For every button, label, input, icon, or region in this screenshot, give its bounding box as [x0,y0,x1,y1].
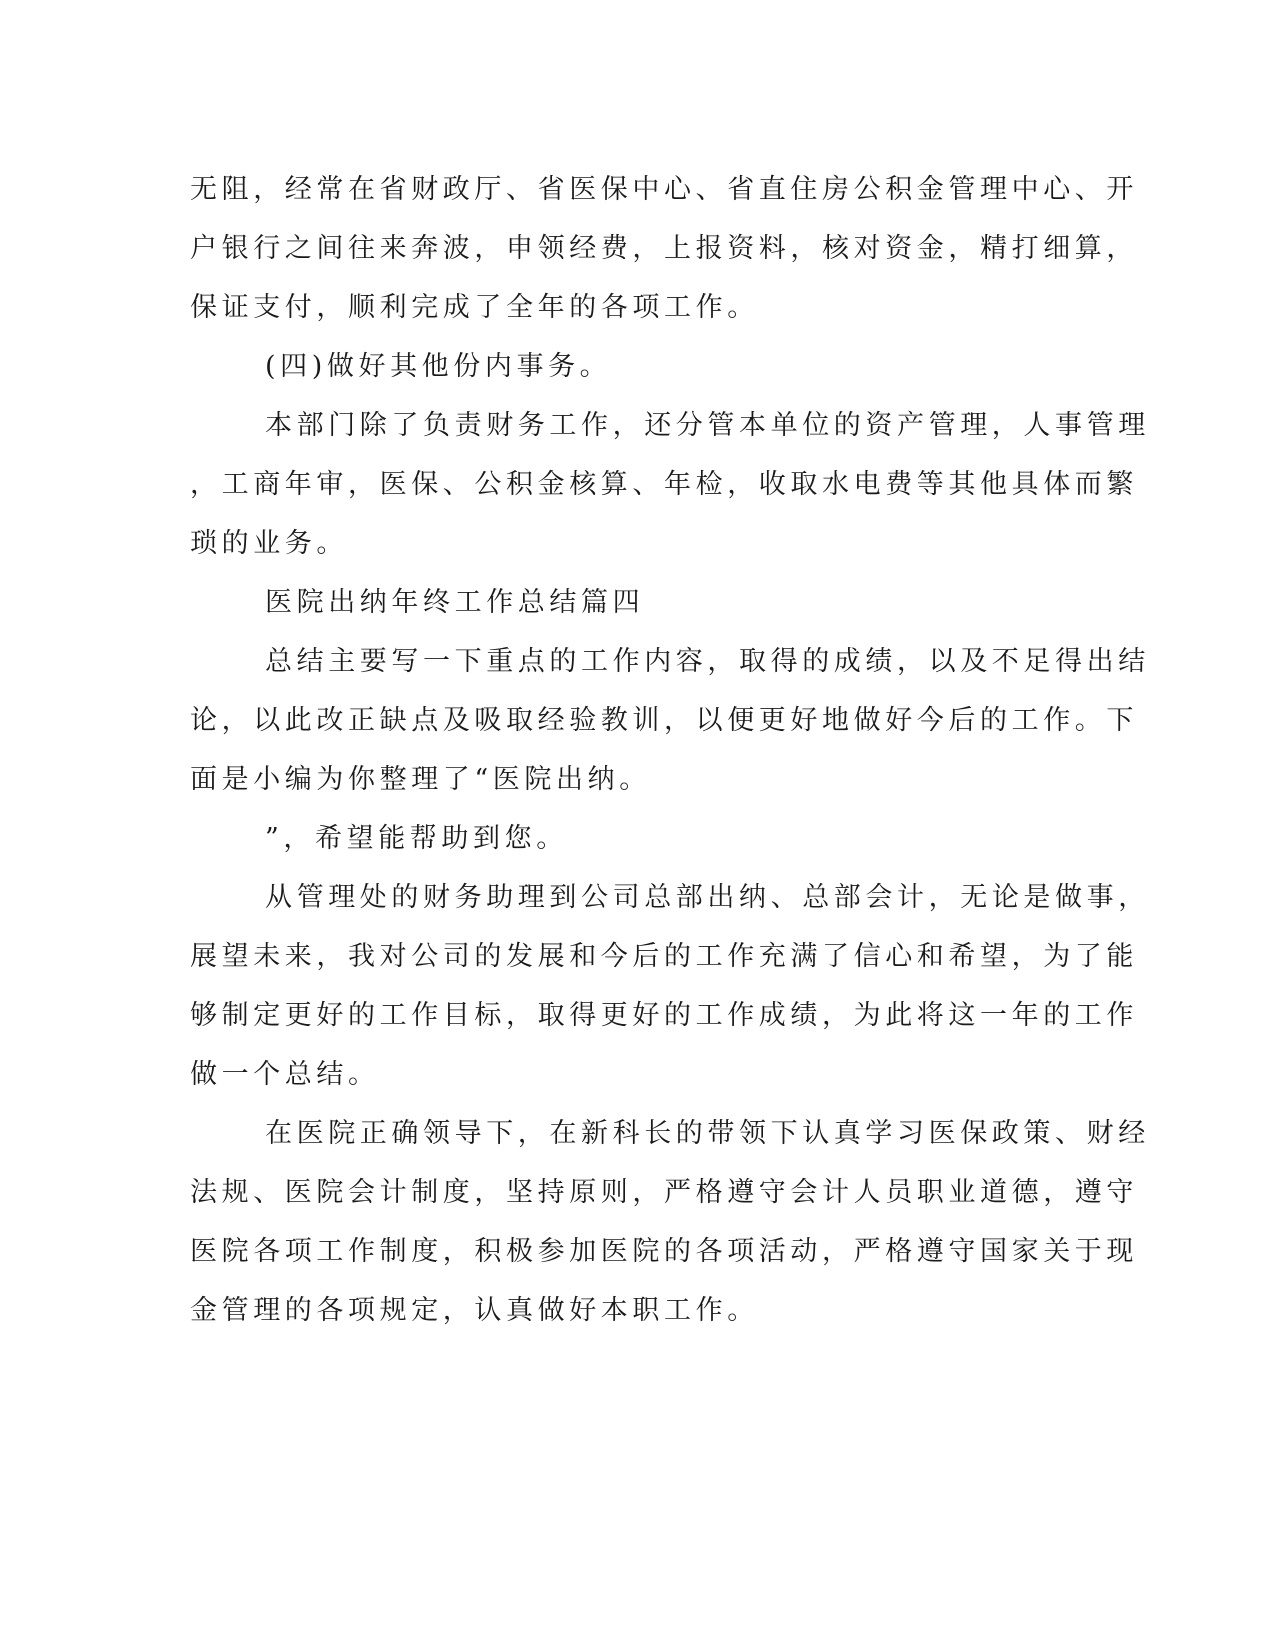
text-line: 够制定更好的工作目标，取得更好的工作成绩，为此将这一年的工作 [190,1000,1138,1031]
text-line: 琐的业务。 [190,528,348,559]
text-line: 从管理处的财务助理到公司总部出纳、总部会计，无论是做事， [265,882,1150,913]
text-line: ，工商年审，医保、公积金核算、年检，收取水电费等其他具体而繁 [190,469,1138,500]
article-title: 医院出纳年终工作总结篇四 [265,587,645,618]
text-line: ”，希望能帮助到您。 [265,823,568,854]
text-line: 无阻，经常在省财政厅、省医保中心、省直住房公积金管理中心、开 [190,174,1138,205]
text-line: 法规、医院会计制度，坚持原则，严格遵守会计人员职业道德，遵守 [190,1177,1138,1208]
section-heading: (四)做好其他份内事务。 [265,351,612,382]
text-line: 总结主要写一下重点的工作内容，取得的成绩，以及不足得出结 [265,646,1150,677]
text-line: 在医院正确领导下，在新科长的带领下认真学习医保政策、财经 [265,1118,1150,1149]
text-line: 金管理的各项规定，认真做好本职工作。 [190,1295,759,1326]
text-line: 做一个总结。 [190,1059,380,1090]
text-line: 户银行之间往来奔波，申领经费，上报资料，核对资金，精打细算， [190,233,1138,264]
text-line: 论，以此改正缺点及吸取经验教训，以便更好地做好今后的工作。下 [190,705,1138,736]
text-line: 保证支付，顺利完成了全年的各项工作。 [190,292,759,323]
text-line: 本部门除了负责财务工作，还分管本单位的资产管理，人事管理 [265,410,1150,441]
text-line: 面是小编为你整理了“医院出纳。 [190,764,651,795]
text-line: 医院各项工作制度，积极参加医院的各项活动，严格遵守国家关于现 [190,1236,1138,1267]
text-line: 展望未来，我对公司的发展和今后的工作充满了信心和希望，为了能 [190,941,1138,972]
